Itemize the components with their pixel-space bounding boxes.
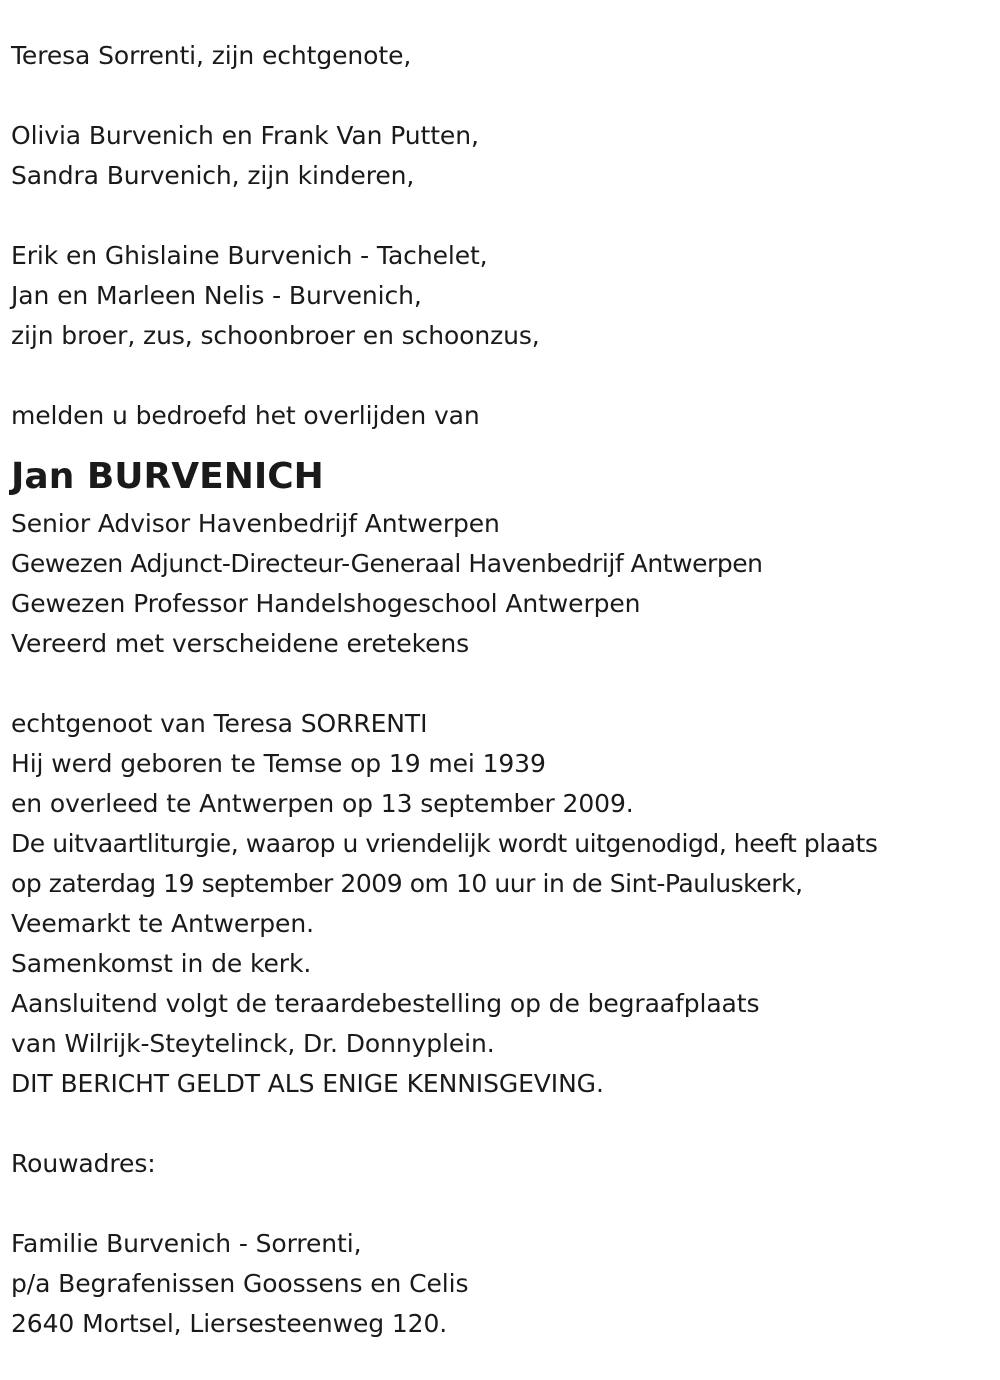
announcement-line: melden u bedroefd het overlijden van [11,401,480,430]
spacer [11,196,991,236]
spacer [11,1104,991,1144]
details-line-8: Aansluitend volgt de teraardebestelling op de begraafplaats [11,989,760,1018]
spouse-line: Teresa Sorrenti, zijn echtgenote, [11,41,412,70]
details-line-1: echtgenoot van Teresa SORRENTI [11,709,428,738]
details-line-7: Samenkomst in de kerk. [11,949,312,978]
address-line-1: Familie Burvenich - Sorrenti, [11,1229,362,1258]
deceased-name: Jan BURVENICH [11,456,324,497]
spacer [11,356,991,396]
title-line-2: Gewezen Adjunct-Directeur-Generaal Havenbedrijf Antwerpen [11,549,763,578]
title-line-3: Gewezen Professor Handelshogeschool Antwerpen [11,589,641,618]
details-line-2: Hij werd geboren te Temse op 19 mei 1939 [11,749,546,778]
death-notice [11,36,991,1344]
title-line-4: Vereerd met verscheidene eretekens [11,629,470,658]
children-line-2: Sandra Burvenich, zijn kinderen, [11,161,415,190]
children-line-1: Olivia Burvenich en Frank Van Putten, [11,121,479,150]
spacer [11,76,991,116]
siblings-line-3: zijn broer, zus, schoonbroer en schoonzus, [11,321,540,350]
address-line-2: p/a Begrafenissen Goossens en Celis [11,1269,469,1298]
details-line-9: van Wilrijk-Steytelinck, Dr. Donnyplein. [11,1029,495,1058]
details-line-3: en overleed te Antwerpen op 13 september 2009. [11,789,634,818]
address-line-3: 2640 Mortsel, Liersesteenweg 120. [11,1309,448,1338]
siblings-line-2: Jan en Marleen Nelis - Burvenich, [11,281,422,310]
details-line-10: DIT BERICHT GELDT ALS ENIGE KENNISGEVING. [11,1069,604,1098]
details-line-6: Veemarkt te Antwerpen. [11,909,314,938]
mourning-address-label: Rouwadres: [11,1149,156,1178]
spacer [11,664,991,704]
details-line-5: op zaterdag 19 september 2009 om 10 uur in de Sint-Pauluskerk, [11,869,803,898]
spacer [11,1184,991,1224]
title-line-1: Senior Advisor Havenbedrijf Antwerpen [11,509,500,538]
siblings-line-1: Erik en Ghislaine Burvenich - Tachelet, [11,241,488,270]
details-line-4: De uitvaartliturgie, waarop u vriendelijk wordt uitgenodigd, heeft plaats [11,829,878,858]
